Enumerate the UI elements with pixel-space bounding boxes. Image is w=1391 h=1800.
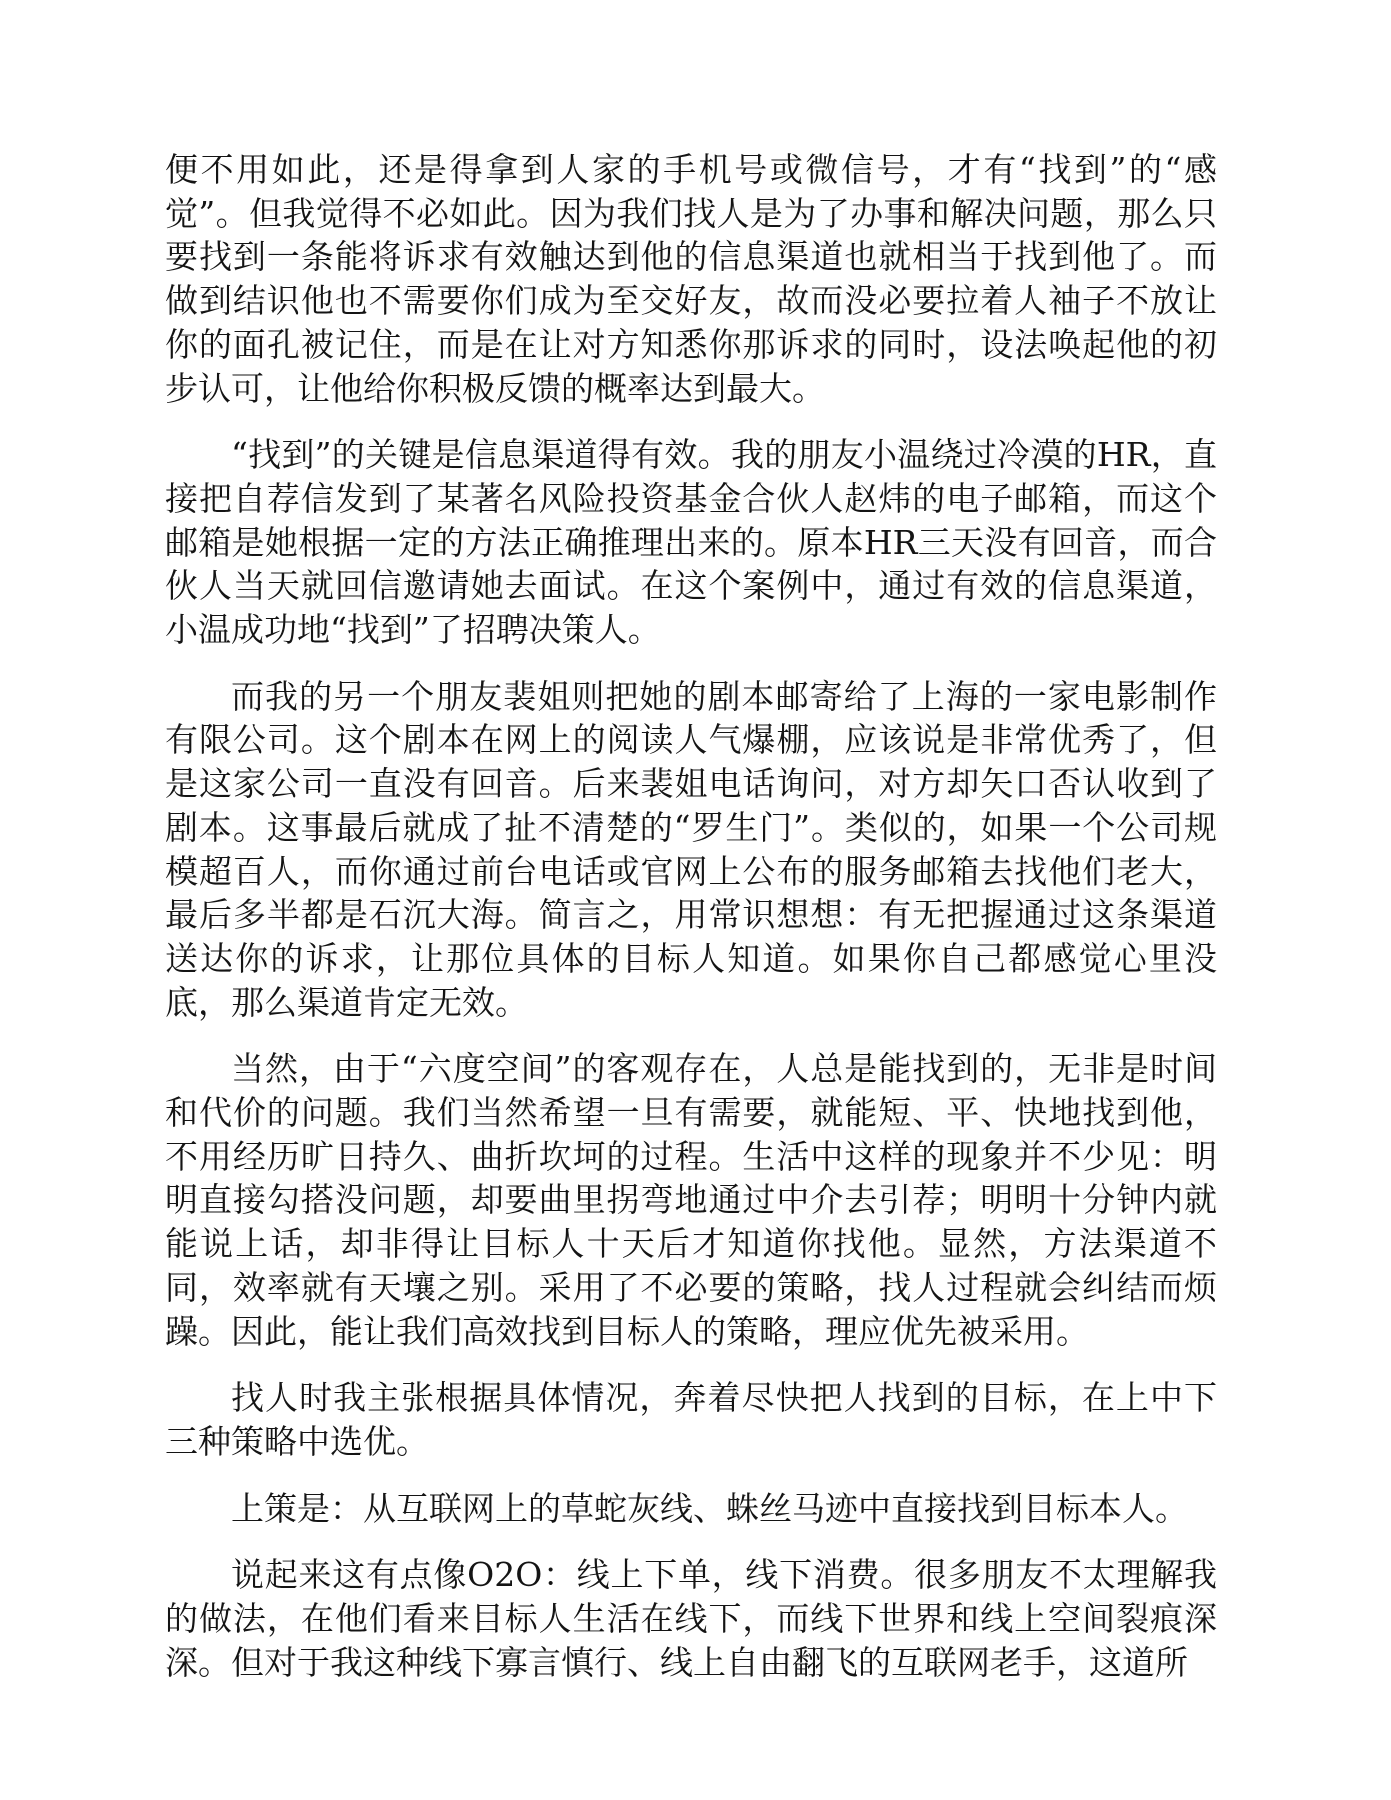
paragraph-6: 上策是：从互联网上的草蛇灰线、蛛丝马迹中直接找到目标本人。 bbox=[231, 1488, 1188, 1528]
paragraph-1: 便不用如此，还是得拿到人家的手机号或微信号，才有“找到”的“感觉”。但我觉得不必如此。因为我们找人是为了办事和解决问题，那么只要找到一条能将诉求有效触达到他的信息渠道也就相当于找到他了。而做到结识他也不需要你们成为至交好友，故而没必要拉着人袖子不放让你的面孔被记住，而是在让对方知悉你那诉求的同时，设法唤起他的初步认可，让他给你积极反馈的概率达到最大。 bbox=[165, 150, 1217, 408]
paragraph-7: 说起来这有点像O2O：线上下单，线下消费。很多朋友不太理解我的做法，在他们看来目标人生活在线下，而线下世界和线上空间裂痕深深。但对于我这种线下寡言慎行、线上自由翻飞的互联网老手，这道所 bbox=[165, 1555, 1217, 1682]
paragraph-4: 当然，由于“六度空间”的客观存在，人总是能找到的，无非是时间和代价的问题。我们当然希望一旦有需要，就能短、平、快地找到他，不用经历旷日持久、曲折坎坷的过程。生活中这样的现象并不少见：明明直接勾搭没问题，却要曲里拐弯地通过中介去引荐；明明十分钟内就能说上话，却非得让目标人十天后才知道你找他。显然，方法渠道不同，效率就有天壤之别。采用了不必要的策略，找人过程就会纠结而烦躁。因此，能让我们高效找到目标人的策略，理应优先被采用。 bbox=[165, 1049, 1217, 1351]
paragraph-5: 找人时我主张根据具体情况，奔着尽快把人找到的目标，在上中下三种策略中选优。 bbox=[165, 1378, 1217, 1461]
paragraph-3: 而我的另一个朋友裴姐则把她的剧本邮寄给了上海的一家电影制作有限公司。这个剧本在网上的阅读人气爆棚，应该说是非常优秀了，但是这家公司一直没有回音。后来裴姐电话询问，对方却矢口否认收到了剧本。这事最后就成了扯不清楚的“罗生门”。类似的，如果一个公司规模超百人，而你通过前台电话或官网上公布的服务邮箱去找他们老大，最后多半都是石沉大海。简言之，用常识想想：有无把握通过这条渠道送达你的诉求，让那位具体的目标人知道。如果你自己都感觉心里没底，那么渠道肯定无效。 bbox=[165, 676, 1217, 1022]
paragraph-2: “找到”的关键是信息渠道得有效。我的朋友小温绕过冷漠的HR，直接把自荐信发到了某著名风险投资基金合伙人赵炜的电子邮箱，而这个邮箱是她根据一定的方法正确推理出来的。原本HR三天没有回音，而合伙人当天就回信邀请她去面试。在这个案例中，通过有效的信息渠道，小温成功地“找到”了招聘决策人。 bbox=[165, 435, 1217, 650]
document-page bbox=[165, 148, 1217, 1708]
